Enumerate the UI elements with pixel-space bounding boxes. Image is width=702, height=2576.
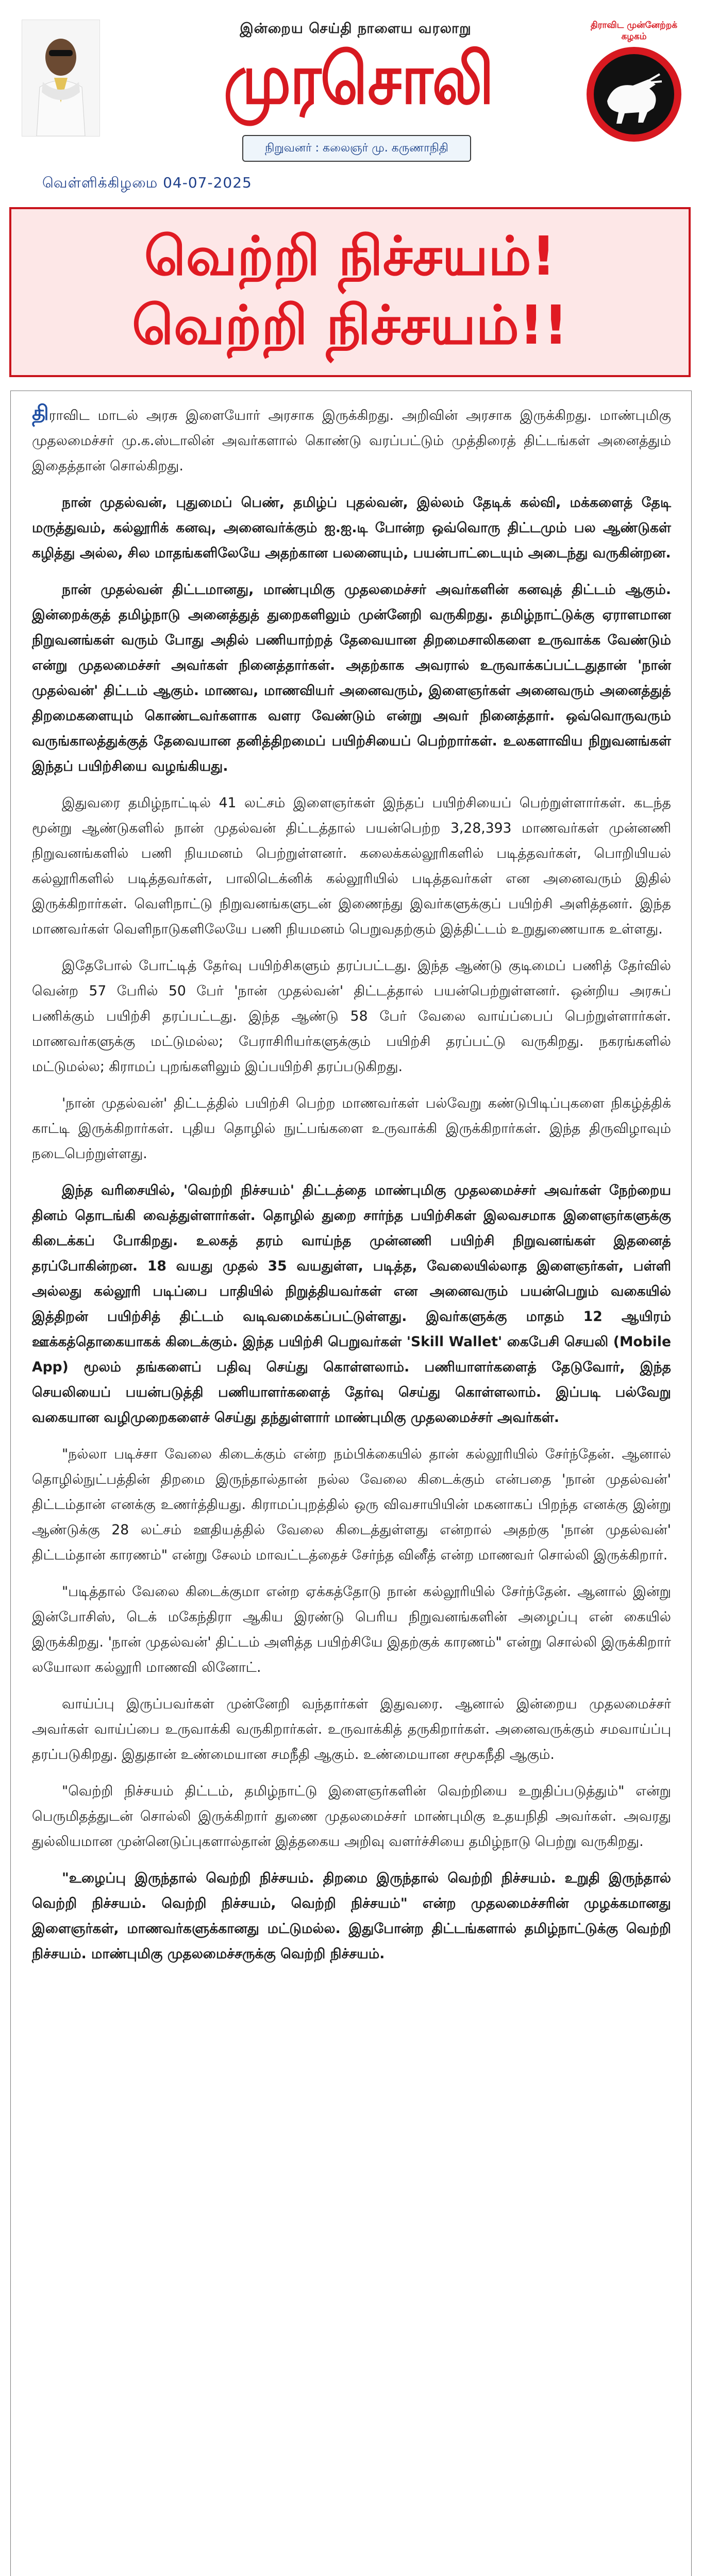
article-paragraph-5: இதேபோல் போட்டித் தேர்வு பயிற்சிகளும் தரப்பட்டது. இந்த ஆண்டு குடிமைப் பணித் தேர்வில் வென்ற 57 பேரில் 50 பேர் 'நான் முதல்வன்' திட்டத்தால் பயன்பெற்றுள்ளனர். ஒன்றிய அரசுப் பணிக்கும் பயிற்சி தரப்பட்டது. இந்த ஆண்டு 58 பேர் வேலை வாய்ப்பைப் பெற்றுள்ளார்கள். மாணவர்களுக்கு மட்டுமல்ல; பேராசிரியர்களுக்கும் பயிற்சி தரப்பட்டு வருகிறது. நகரங்களில் மட்டுமல்ல; கிராமப் புறங்களிலும் இப்பயிற்சி தரப்படுகிறது.: [32, 958, 671, 1075]
founder-portrait-drawing: [22, 20, 99, 136]
article-paragraph-2: நான் முதல்வன், புதுமைப் பெண், தமிழ்ப் புதல்வன், இல்லம் தேடிக் கல்வி, மக்களைத் தேடி மருத்துவம், கல்லூரிக் கனவு, அனைவர்க்கும் ஐ.ஐ.டி போன்ற ஒவ்வொரு திட்டமும் பல ஆண்டுகள் கழித்து அல்ல, சில மாதங்களிலேயே அதற்கான பலனையும், பயன்பாட்டையும் அடைந்து வருகின்றன.: [32, 495, 671, 561]
drop-cap: தி: [32, 401, 49, 425]
article-paragraph-12: "உழைப்பு இருந்தால் வெற்றி நிச்சயம். திறமை இருந்தால் வெற்றி நிச்சயம். உறுதி இருந்தால் வெற்றி நிச்சயம். வெற்றி நிச்சயம், வெற்றி நிச்சயம்" என்ற முதலமைச்சரின் முழக்கமானது இளைஞர்கள், மாணவர்களுக்கானது மட்டுமல்ல. இதுபோன்ற திட்டங்களால் தமிழ்நாட்டுக்கு வெற்றி நிச்சயம். மாண்புமிகு முதலமைச்சருக்கு வெற்றி நிச்சயம்.: [32, 1870, 671, 1962]
article-paragraph-7: இந்த வரிசையில், 'வெற்றி நிச்சயம்' திட்டத்தை மாண்புமிகு முதலமைச்சர் அவர்கள் நேற்றைய தினம் தொடங்கி வைத்துள்ளார்கள். தொழில் துறை சார்ந்த பயிற்சிகள் இலவசமாக இளைஞர்களுக்கு கிடைக்கப் போகிறது. உலகத் தரம் வாய்ந்த முன்னணி பயிற்சி நிறுவனங்கள் இதனைத் தரப்போகின்றன. 18 வயது முதல் 35 வயதுள்ள, படித்த, வேலையில்லாத இளைஞர்கள், பள்ளி அல்லது கல்லூரி படிப்பை பாதியில் நிறுத்தியவர்கள் என அனைவரும் பயன்பெறும் வகையில் இத்திறன் பயிற்சித் திட்டம் வடிவமைக்கப்பட்டுள்ளது. இவர்களுக்கு மாதம் 12 ஆயிரம் ஊக்கத்தொகையாகக் கிடைக்கும். இந்த பயிற்சி பெறுவர்கள் 'Skill Wallet' கைபேசி செயலி (Mobile App) மூலம் தங்களைப் பதிவு செய்து கொள்ளலாம். பணியாளர்களைத் தேடுவோர், இந்த செயலியைப் பயன்படுத்தி பணியாளர்களைத் தேர்வு செய்து கொள்ளலாம். இப்படி பல்வேறு வகையான வழிமுறைகளைச் செய்து தந்துள்ளார் மாண்புமிகு முதலமைச்சர் அவர்கள்.: [32, 1182, 671, 1426]
masthead: [0, 0, 702, 191]
emblem-caption: திராவிட முன்னேற்றக் கழகம்: [590, 20, 678, 42]
bull-emblem-icon: [582, 35, 686, 154]
article-paragraph-6: 'நான் முதல்வன்' திட்டத்தில் பயிற்சி பெற்ற மாணவர்கள் பல்வேறு கண்டுபிடிப்புகளை நிகழ்த்திக் காட்டி இருக்கிறார்கள். புதிய தொழில் நுட்பங்களை உருவாக்கி இருக்கிறார்கள். இந்த திருவிழாவும் நடைபெற்றுள்ளது.: [32, 1095, 671, 1162]
article-paragraph-1: [32, 401, 671, 479]
headline-line-1: வெற்றி நிச்சயம்!: [144, 225, 556, 287]
headline-box: [9, 207, 691, 377]
article-paragraph-8: "நல்லா படிச்சா வேலை கிடைக்கும் என்ற நம்பிக்கையில் தான் கல்லூரியில் சேர்ந்தேன். ஆனால் தொழில்நுட்பத்தின் திறமை இருந்தால்தான் நல்ல வேலை கிடைக்கும் என்பதை 'நான் முதல்வன்' திட்டம்தான் எனக்கு உணர்த்தியது. கிராமப்புறத்தில் ஒரு விவசாயியின் மகனாகப் பிறந்த எனக்கு இன்று ஆண்டுக்கு 28 லட்சம் ஊதியத்தில் வேலை கிடைத்துள்ளது என்றால் அதற்கு 'நான் முதல்வன்' திட்டம்தான் காரணம்" என்று சேலம் மாவட்டத்தைச் சேர்ந்த வினீத் என்ற மாணவர் சொல்லி இருக்கிறார்.: [32, 1446, 671, 1563]
party-emblem: [582, 20, 686, 154]
newspaper-logo: முரசொலி: [223, 37, 493, 120]
article-paragraph-9: "படித்தால் வேலை கிடைக்குமா என்ற ஏக்கத்தோடு நான் கல்லூரியில் சேர்ந்தேன். ஆனால் இன்று இன்போசிஸ், டெக் மகேந்திரா ஆகிய இரண்டு பெரிய நிறுவனங்களின் அழைப்பு என் கையில் இருக்கிறது. 'நான் முதல்வன்' திட்டம் அளித்த பயிற்சியே இதற்குக் காரணம்" என்று சொல்லி இருக்கிறார் லயோலா கல்லூரி மாணவி லினோட்.: [32, 1584, 671, 1675]
issue-date: வெள்ளிக்கிழமை 04-07-2025: [42, 174, 252, 191]
article-paragraph-3: நான் முதல்வன் திட்டமானது, மாண்புமிகு முதலமைச்சர் அவர்களின் கனவுத் திட்டம் ஆகும். இன்றைக்குத் தமிழ்நாடு அனைத்துத் துறைகளிலும் முன்னேறி வருகிறது. தமிழ்நாட்டுக்கு ஏராளமான நிறுவனங்கள் வரும் போது அதில் பணியாற்றத் தேவையான திறமைசாலிகளை உருவாக்க வேண்டும் என்று முதலமைச்சர் அவர்கள் நினைத்தார்கள். அதற்காக அவரால் உருவாக்கப்பட்டதுதான் 'நான் முதல்வன்' திட்டம் ஆகும். மாணவ, மாணவியர் அனைவரும், இளைஞர்கள் அனைவரும் அனைத்துத் திறமைகளையும் கொண்டவர்களாக வளர வேண்டும் என்று அவர் நினைத்தார். ஒவ்வொருவரும் வருங்காலத்துக்குத் தேவையான தனித்திறமைப் பயிற்சியைப் பெற்றார்கள். உலகளாவிய நிறுவனங்கள் இந்தப் பயிற்சியை வழங்கியது.: [32, 582, 671, 774]
headline-line-2: வெற்றி நிச்சயம்!!: [132, 294, 568, 357]
article-body: [32, 401, 671, 1978]
article-paragraph-11: "வெற்றி நிச்சயம் திட்டம், தமிழ்நாட்டு இளைஞர்களின் வெற்றியை உறுதிப்படுத்தும்" என்று பெருமிதத்துடன் சொல்லி இருக்கிறார் துணை முதலமைச்சர் மாண்புமிகு உதயநிதி அவர்கள். அவரது துல்லியமான முன்னெடுப்புகளால்தான் இத்தகைய அறிவு வளர்ச்சியை தமிழ்நாடு பெற்று வருகிறது.: [32, 1783, 671, 1850]
founder-portrait: [22, 20, 100, 137]
article-paragraph-4: இதுவரை தமிழ்நாட்டில் 41 லட்சம் இளைஞர்கள் இந்தப் பயிற்சியைப் பெற்றுள்ளார்கள். கடந்த மூன்று ஆண்டுகளில் நான் முதல்வன் திட்டத்தால் பயன்பெற்ற 3,28,393 மாணவர்கள் முன்னணி நிறுவனங்களில் பணி நியமனம் பெற்றுள்ளனர். கலைக்கல்லூரிகளில் படித்தவர்கள், பொறியியல் கல்லூரிகளில் படித்தவர்கள், பாலிடெக்னிக் கல்லூரியில் படித்தவர்கள் என அனைவரும் இதில் இருக்கிறார்கள். வெளிநாட்டு நிறுவனங்களுடன் இணைந்து இவர்களுக்குப் பயிற்சி அளித்தனர். இந்த மாணவர்கள் வெளிநாடுகளிலேயே பணி நியமனம் பெறுவதற்கும் இத்திட்டம் உறுதுணையாக உள்ளது.: [32, 795, 671, 937]
paragraph-text: ராவிட மாடல் அரசு இளையோர் அரசாக இருக்கிறது. அறிவின் அரசாக இருக்கிறது. மாண்புமிகு முதலமைச்சர் மு.க.ஸ்டாலின் அவர்களால் கொண்டு வரப்பட்டும் முத்திரைத் திட்டங்கள் அனைத்தும் இதைத்தான் சொல்கிறது.: [32, 408, 671, 474]
article-paragraph-10: வாய்ப்பு இருப்பவர்கள் முன்னேறி வந்தார்கள் இதுவரை. ஆனால் இன்றைய முதலமைச்சர் அவர்கள் வாய்ப்பை உருவாக்கி வருகிறார்கள். உருவாக்கித் தருகிறார்கள். அனைவருக்கும் சமவாய்ப்பு தரப்படுகிறது. இதுதான் உண்மையான சமநீதி ஆகும். உண்மையான சமூகநீதி ஆகும்.: [32, 1696, 671, 1762]
founder-credit: நிறுவனர் : கலைஞர் மு. கருணாநிதி: [242, 135, 471, 162]
tagline: இன்றைய செய்தி நாளைய வரலாறு: [240, 21, 472, 37]
